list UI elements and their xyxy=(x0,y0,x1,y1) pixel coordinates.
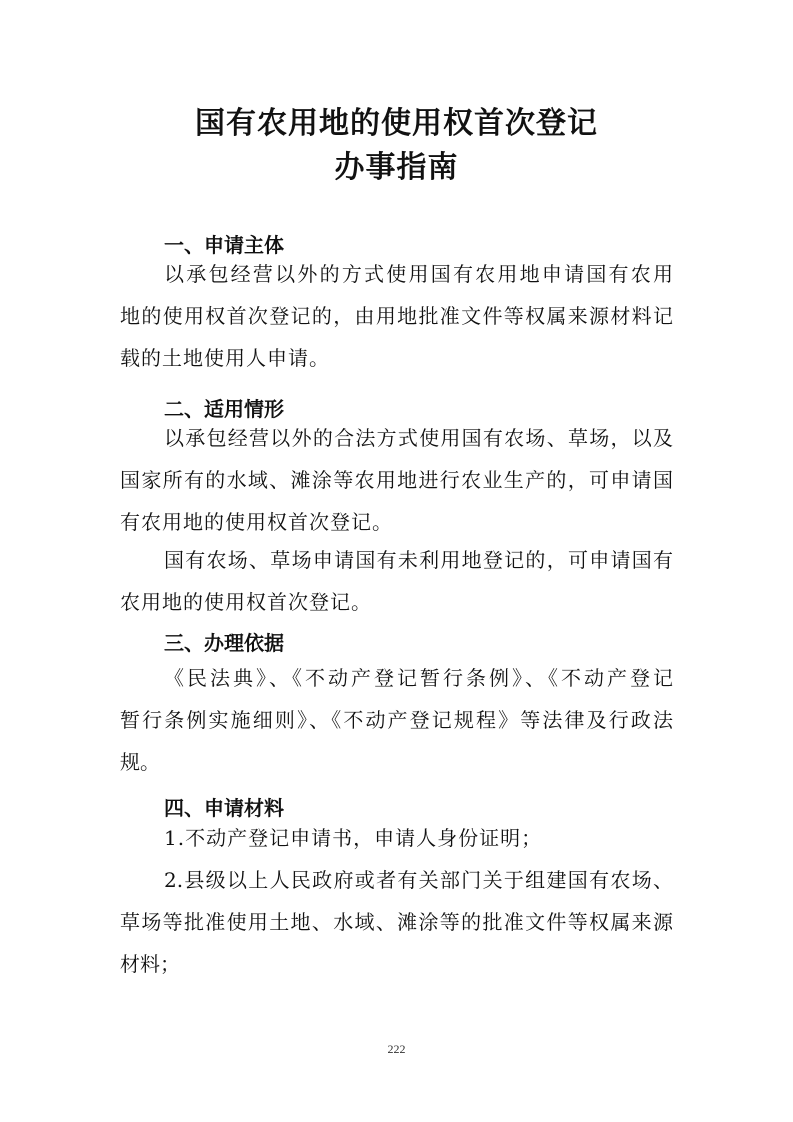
section-heading-materials: 四、申请材料 xyxy=(164,796,284,820)
section-heading-applicable-cases: 二、适用情形 xyxy=(164,397,284,421)
list-item-continuation: 草场等批准使用土地、水域、滩涂等的批准文件等权属来源 xyxy=(120,910,673,934)
list-item: 2.县级以上人民政府或者有关部门关于组建国有农场、 xyxy=(164,868,673,892)
paragraph-line: 以承包经营以外的方式使用国有农用地申请国有农用 xyxy=(164,262,673,286)
list-item-continuation: 材料； xyxy=(120,952,180,976)
section-heading-legal-basis: 三、办理依据 xyxy=(164,631,284,655)
paragraph-line: 国家所有的水域、滩涂等农用地进行农业生产的，可申请国 xyxy=(120,468,673,492)
section-heading-applicant: 一、申请主体 xyxy=(164,233,284,257)
page-number: 222 xyxy=(387,1042,406,1056)
paragraph-line: 农用地的使用权首次登记。 xyxy=(120,590,372,614)
document-subtitle: 办事指南 xyxy=(334,150,459,185)
paragraph-line: 暂行条例实施细则》、《不动产登记规程》等法律及行政法 xyxy=(120,708,673,732)
paragraph-line: 地的使用权首次登记的，由用地批准文件等权属来源材料记 xyxy=(120,304,673,328)
paragraph-line: 《民法典》、《不动产登记暂行条例》、《不动产登记 xyxy=(164,666,673,690)
paragraph-line: 有农用地的使用权首次登记。 xyxy=(120,510,393,534)
document-title: 国有农用地的使用权首次登记 xyxy=(195,106,598,141)
paragraph-line: 载的土地使用人申请。 xyxy=(120,346,330,370)
paragraph-line: 规。 xyxy=(120,750,160,774)
list-item: 1.不动产登记申请书，申请人身份证明； xyxy=(164,826,543,850)
paragraph-line: 国有农场、草场申请国有未利用地登记的，可申请国有 xyxy=(164,548,673,572)
paragraph-line: 以承包经营以外的合法方式使用国有农场、草场，以及 xyxy=(164,426,673,450)
